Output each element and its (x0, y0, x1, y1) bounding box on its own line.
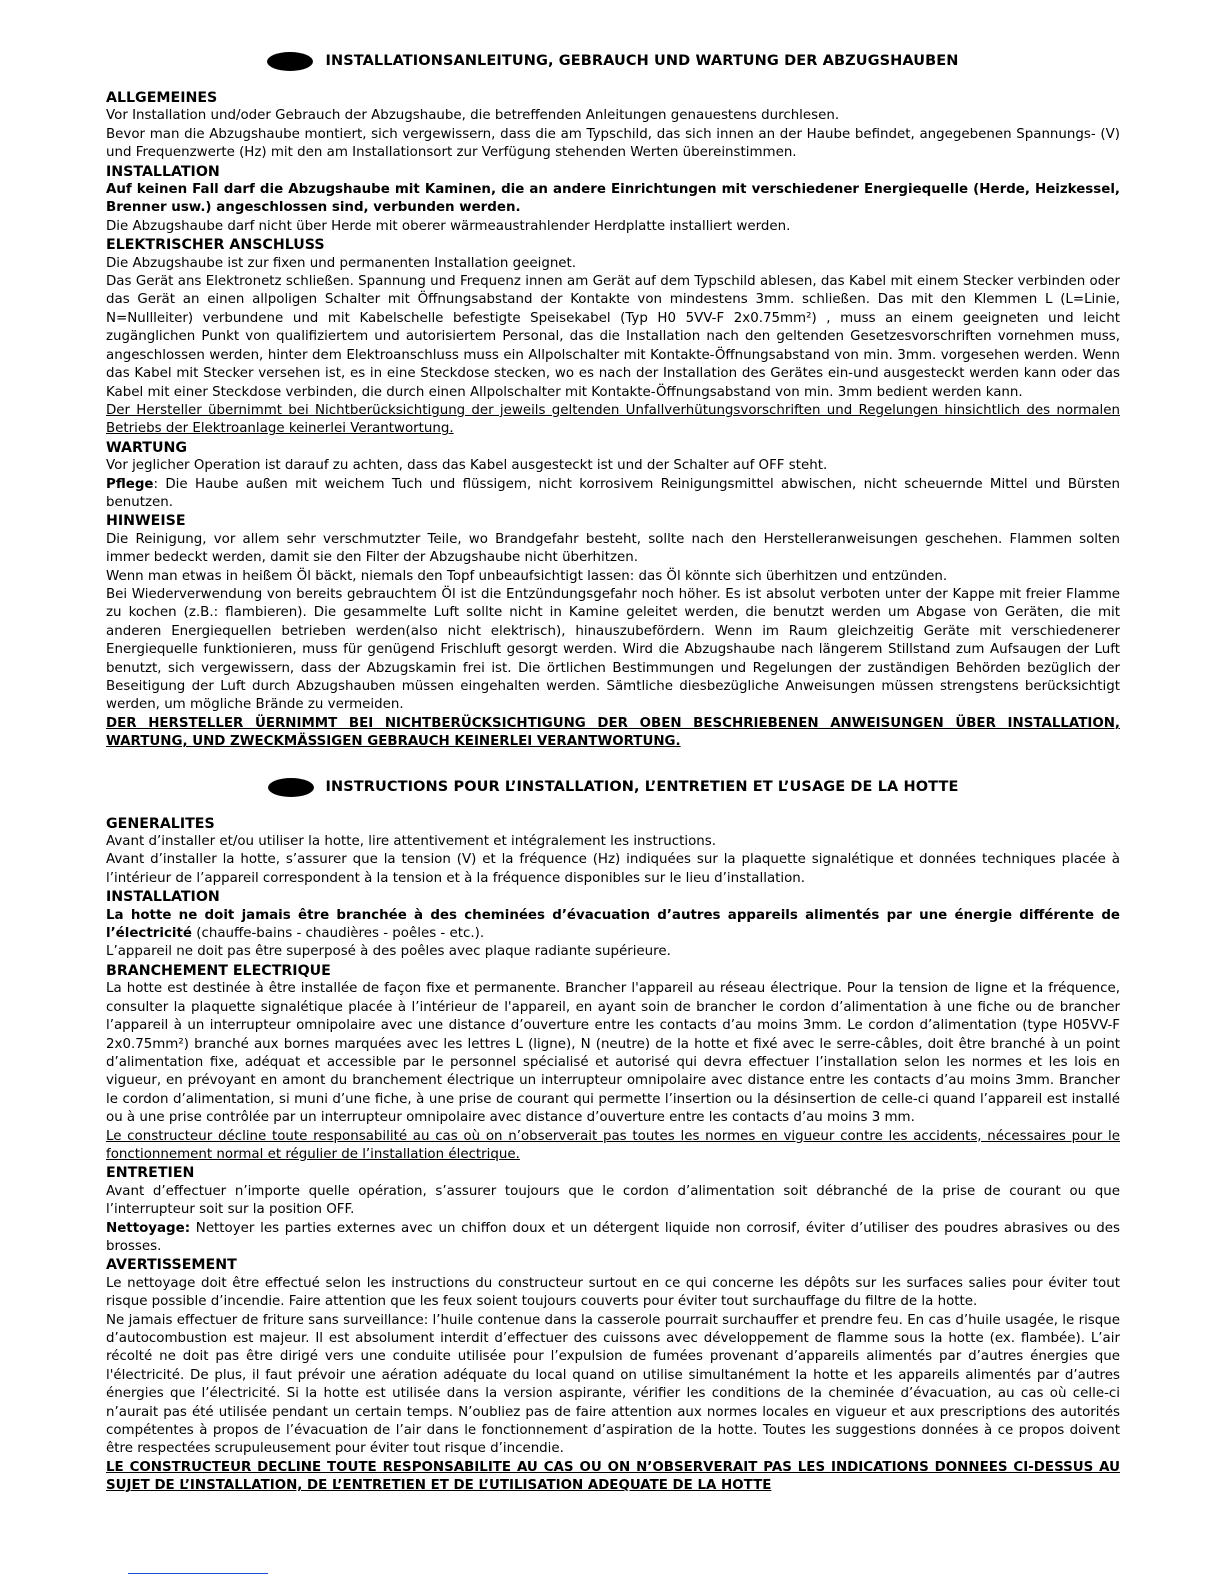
french-notes-para-1: Le nettoyage doit être effectué selon les instructions du constructeur surtout en ce qui concerne les dépôts sur les surfaces salies pour éviter tout risque possible d’incendie. Faire attention que les feux soient toujours couverts pour éviter tout surchauffage du filtre de la hotte. (106, 1275, 1120, 1310)
german-installation-para: Die Abzugshaube darf nicht über Herde mit oberer wärmeaustrahlender Herdplatte installiert werden. (106, 218, 791, 234)
french-installation-para: L’appareil ne doit pas être superposé à des poêles avec plaque radiante supérieure. (106, 944, 671, 960)
german-notes-para-3: Bei Wiederverwendung von bereits gebrauchtem Öl ist die Entzündungsgefahr noch höher. Es ist absolut verboten unter der Kappe mit freier Flamme zu kochen (z.B.: flambieren). Die gesammelte Luft sollte nicht in Kamine geleitet werden, die benutzt werden um Abgase von Geräten, die mit anderen Energiequellen betrieben werden(also nicht elektrisch), hinauszubefördern. Wenn im Raum gleichzeitig Geräte mit verschiedenerer Energiequelle funktionieren, muss für genügend Frischluft gesorgt werden. Wird die Abzugshaube nach längerem Stillstand zum Aufsaugen der Luft benutzt, sich vergewissern, dass der Abzugskamin frei ist. Die örtlichen Bestimmungen und Regelungen der zuständigen Behörden bezüglich der Beseitigung der Luft durch Abzugshauben müssen eingehalten werden. Sämtliche diesbezügliche Anweisungen müssen strengstens berücksichtigt werden, um mögliche Brände zu vermeiden. (106, 586, 1120, 713)
french-maintenance-para-2 (106, 1220, 1120, 1257)
language-bullet-icon (267, 52, 313, 71)
section-french (106, 778, 1120, 1496)
french-heading-general: GENERALITES (106, 815, 215, 832)
footer-divider (128, 1573, 268, 1574)
german-care-label: Pflege (106, 476, 154, 492)
german-heading-general: ALLGEMEINES (106, 90, 218, 106)
french-electric-liability: Le constructeur décline toute responsabilité au cas où on n’observerait pas toutes les normes en vigueur contre les accidents, nécessaires pour le fonctionnement normal et régulier de l’installation électrique. (106, 1128, 1120, 1162)
german-notes-para-1: Die Reinigung, vor allem sehr verschmutzter Teile, wo Brandgefahr besteht, sollte nach den Herstelleranweisungen geschehen. Flammen solten immer bedeckt werden, damit sie den Filter der Abzugshaube nicht überhitzen. (106, 531, 1120, 566)
french-cleaning-label: Nettoyage: (106, 1220, 191, 1236)
german-electric-liability: Der Hersteller übernimmt bei Nichtberücksichtigung der jeweils geltenden Unfallverhütungsvorschriften und Regelungen hinsichtlich des normalen Betriebs der Elektroanlage keinerlei Verantwortung. (106, 402, 1120, 437)
french-cleaning-text: Nettoyer les parties externes avec un chiffon doux et un détergent liquide non corrosif, éviter d’utiliser des poudres abrasives ou des brosses. (106, 1220, 1120, 1254)
section-german (106, 52, 1120, 752)
french-electric-para-1: La hotte est destinée à être installée de façon fixe et permanente. Brancher l'appareil au réseau électrique. Pour la tension de ligne et la fréquence, consulter la plaquette signalétique placée à l’intérieur de l'appareil, en ayant soin de brancher le cordon d’alimentation à une fiche ou de brancher l’appareil à un interrupteur omnipolaire avec une distance d’ouverture entre les contacts d’au moins 3mm. Le cordon d’alimentation (type H05VV-F 2x0.75mm²) branché aux bornes marquées avec les lettres L (ligne), N (neutre) de la hotte et fixé avec le serre-câbles, doit être branché à un point d’alimentation fixe, adéquat et accessible par le personnel spécialisé et autorisé qui devra effectuer l’installation selon les normes et les lois en vigueur, en prévoyant en amont du branchement électrique un interrupteur omnipolaire avec distance entre les contacts d’au moins 3mm. Brancher le cordon d’alimentation, si muni d’une fiche, à une prise de courant qui permette l’insertion ou la désinsertion de celle-ci quand l’appareil est installé ou à une prise contrôlée par un interrupteur omnipolaire avec distance d’ouverture entre les contacts d’au moins 3 mm. (106, 981, 1120, 1126)
german-electric-para-1: Die Abzugshaube ist zur fixen und permanenten Installation geeignet. (106, 255, 577, 271)
german-title: INSTALLATIONSANLEITUNG, GEBRAUCH UND WARTUNG DER ABZUGSHAUBEN (325, 53, 959, 70)
french-notes-para-2: Ne jamais effectuer de friture sans surveillance: l’huile contenue dans la casserole pourrait surchauffer et prendre feu. En cas d’huile usagée, le risque d’autocombustion est majeur. Il est absolument interdit d’effectuer des cuissons avec développement de flamme sous la hotte (ex. flambée). L’air récolté ne doit pas être dirigé vers une conduite utilisée pour l’expulsion de fumées provenant d’appareils alimentés par d’autres énergies que l'électricité. De plus, il faut prévoir une aération adéquate du local quand on utilise simultanément la hotte et les appareils alimentés par d’autres énergies que l’électricité. Si la hotte est utilisée dans la version aspirante, vérifier les conditions de la cheminée d’évacuation, au cas où celle-ci n’aurait pas été utilisée pendant un certain temps. N’oubliez pas de faire attention aux normes locales en vigueur et aux prescriptions des autorités compétentes à propos de l’évacuation de l’air dans le fonctionnement d’aspiration de la hotte. Toutes les suggestions données à ce propos doivent être respectées scrupuleusement pour éviter tout risque d’incendie. (106, 1312, 1120, 1457)
german-notes-para-2: Wenn man etwas in heißem Öl bäckt, niemals den Topf unbeaufsichtigt lassen: das Öl könnte sich überhitzen und entzünden. (106, 568, 948, 584)
french-title: INSTRUCTIONS POUR L’INSTALLATION, L’ENTRETIEN ET L’USAGE DE LA HOTTE (325, 778, 959, 795)
german-heading-electric: ELEKTRISCHER ANSCHLUSS (106, 237, 325, 254)
german-title-row (106, 52, 1120, 71)
french-heading-maintenance: ENTRETIEN (106, 1165, 195, 1182)
french-installation-warning (106, 907, 1120, 944)
german-heading-maintenance: WARTUNG (106, 439, 187, 456)
french-heading-installation: INSTALLATION (106, 889, 220, 906)
german-electric-para-2: Das Gerät ans Elektronetz schließen. Spannung und Frequenz innen am Gerät auf dem Typschild ablesen, das Kabel mit einem Stecker verbinden oder das Gerät an einen allpoligen Schalter mit Öffnungsabstand der Kontakte von mindestens 3mm. schließen. Das mit den Klemmen L (L=Linie, N=Nullleiter) verbundene und mit Kabelschelle befestigte Speisekabel (Typ H0 5VV-F 2x0.75mm²) , muss an einem geeigneten und leicht zugänglichen Punkt von qualifiziertem und autorisiertem Personal, das die Installation nach den geltenden Gesetzesvorschriften vornehmen muss, angeschlossen werden, hinter dem Elektroanschluss muss ein Allpolschalter mit Kontakte-Öffnungsabstand von min. 3mm. vorgesehen werden. Wenn das Kabel mit Stecker versehen ist, es in eine Steckdose stecken, wo es nach der Installation des Gerätes ein-und ausgesteckt werden kann oder das Kabel mit einer Steckdose verbinden, die durch einen Allpolschalter mit Kontakte-Öffnungsabstand von min. 3mm bedient werden kann. (106, 274, 1120, 400)
document-page (106, 52, 1120, 1496)
german-general-para-2: Bevor man die Abzugshaube montiert, sich vergewissern, dass die am Typschild, das sich innen an der Haube befindet, angegebenen Spannungs- (V) und Frequenzwerte (Hz) mit den am Installationsort zur Verfügung stehenden Werten übereinstimmen. (106, 126, 1120, 161)
french-heading-electric: BRANCHEMENT ELECTRIQUE (106, 962, 331, 979)
french-maintenance-para-1: Avant d’effectuer n’importe quelle opération, s’assurer toujours que le cordon d’alimentation soit débranché de la prise de courant ou que l’interrupteur soit sur la position OFF. (106, 1183, 1120, 1218)
german-heading-installation: INSTALLATION (106, 163, 220, 180)
french-heading-notes: AVERTISSEMENT (106, 1257, 237, 1274)
german-care-text: : Die Haube außen mit weichem Tuch und flüssigem, nicht korrosivem Reinigungsmittel abwischen, nicht scheuernde Mittel und Bürsten benutzen. (106, 476, 1120, 510)
german-heading-notes: HINWEISE (106, 513, 186, 530)
german-installation-warning: Auf keinen Fall darf die Abzugshaube mit Kaminen, die an andere Einrichtungen mit verschiedener Energiequelle (Herde, Heizkessel, Brenner usw.) angeschlossen sind, verbunden werden. (106, 182, 1120, 216)
french-general-para-2: Avant d’installer la hotte, s’assurer que la tension (V) et la fréquence (Hz) indiquées sur la plaquette signalétique et données techniques placée à l’intérieur de l’appareil correspondent à la tension et à la fréquence disponibles sur le lieu d’installation. (106, 852, 1120, 886)
french-final-disclaimer: LE CONSTRUCTEUR DECLINE TOUTE RESPONSABILITE AU CAS OU ON N’OBSERVERAIT PAS LES INDICATIONS DONNEES CI-DESSUS AU SUJET DE L’INSTALLATION, DE L’ENTRETIEN ET DE L’UTILISATION ADEQUATE DE LA HOTTE (106, 1459, 1120, 1494)
french-general-para-1: Avant d’installer et/ou utiliser la hotte, lire attentivement et intégralement les instructions. (106, 834, 716, 850)
french-title-row (106, 778, 1120, 797)
language-bullet-icon (268, 778, 314, 797)
german-general-para-1: Vor Installation und/oder Gebrauch der Abzugshaube, die betreffenden Anleitungen genauestens durchlesen. (106, 108, 840, 124)
german-final-disclaimer: DER HERSTELLER ÜERNIMMT BEI NICHTBERÜCKSICHTIGUNG DER OBEN BESCHRIEBENEN ANWEISUNGEN ÜBER INSTALLATION, WARTUNG, UND ZWECKMÄSSIGEN GEBRAUCH KEINERLEI VERANTWORTUNG. (106, 715, 1120, 750)
french-installation-warning-bold: La hotte ne doit jamais être branchée à des cheminées d’évacuation d’autres appareils alimentés par une énergie différente de l’électricité (106, 907, 1120, 942)
german-maintenance-para-1: Vor jeglicher Operation ist darauf zu achten, dass das Kabel ausgesteckt ist und der Schalter auf OFF steht. (106, 458, 828, 474)
german-maintenance-para-2 (106, 476, 1120, 513)
french-installation-warning-rest: (chauffe-bains - chaudières - poêles - etc.). (191, 926, 485, 942)
